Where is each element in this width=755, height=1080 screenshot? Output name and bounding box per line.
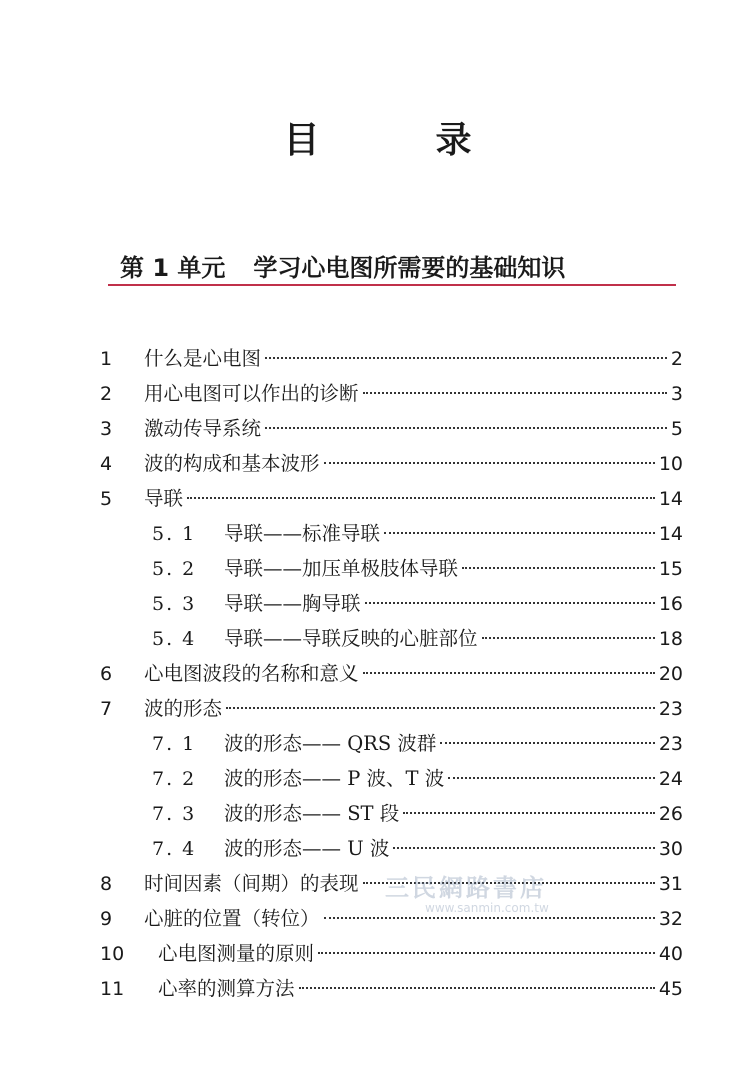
dot-leader — [384, 532, 655, 534]
toc-entry-title: 波的形态—— ST 段 — [224, 802, 400, 825]
dot-leader — [363, 392, 667, 394]
toc-entry-number: 7 — [100, 698, 113, 720]
toc-subentry[interactable] — [152, 798, 683, 828]
toc-entry-page: 14 — [658, 488, 683, 510]
toc-entry[interactable] — [100, 343, 683, 373]
dot-leader — [265, 357, 667, 359]
unit-name: 学习心电图所需要的基础知识 — [253, 254, 566, 282]
toc-entry-number: 7. 1 — [152, 733, 197, 755]
toc-entry-title: 导联——加压单极肢体导联 — [224, 557, 459, 580]
toc-entry-page: 5 — [670, 418, 683, 440]
toc-entry-number: 7. 3 — [152, 803, 197, 825]
toc-subentry[interactable] — [152, 728, 683, 758]
toc-entry-page: 20 — [658, 663, 683, 685]
toc-entry[interactable] — [100, 973, 683, 1003]
toc-entry[interactable] — [100, 378, 683, 408]
dot-leader — [365, 602, 655, 604]
dot-leader — [226, 707, 655, 709]
toc-entry-title: 波的形态—— P 波、T 波 — [224, 767, 445, 790]
dot-leader — [403, 812, 655, 814]
toc-entry-page: 3 — [670, 383, 683, 405]
toc-entry-number: 5. 4 — [152, 628, 197, 650]
toc-entry-number: 7. 4 — [152, 838, 197, 860]
toc-entry-title: 导联——胸导联 — [224, 592, 361, 615]
toc-entry[interactable] — [100, 413, 683, 443]
toc-entry-number: 4 — [100, 453, 113, 475]
toc-entry-number: 7. 2 — [152, 768, 197, 790]
toc-entry-page: 31 — [658, 873, 683, 895]
toc-subentry[interactable] — [152, 553, 683, 583]
unit-label: 第 1 单元 — [120, 254, 226, 282]
toc-entry-page: 45 — [658, 978, 683, 1000]
toc-entry-page: 14 — [658, 523, 683, 545]
toc-entry-title: 心电图波段的名称和意义 — [144, 662, 359, 685]
toc-entry-title: 激动传导系统 — [144, 417, 262, 440]
toc-entry-number: 1 — [100, 348, 113, 370]
toc-entry-number: 9 — [100, 908, 113, 930]
toc-entry-page: 24 — [658, 768, 683, 790]
toc-entry-number: 8 — [100, 873, 113, 895]
toc-entry-number: 5 — [100, 488, 113, 510]
toc-entry-page: 16 — [658, 593, 683, 615]
toc-entry-page: 26 — [658, 803, 683, 825]
dot-leader — [448, 777, 655, 779]
toc-subentry[interactable] — [152, 623, 683, 653]
toc-entry-title: 导联——标准导联 — [224, 522, 381, 545]
toc-subentry[interactable] — [152, 833, 683, 863]
watermark-text: 三民網路書店 — [385, 874, 547, 902]
toc-entry-title: 时间因素（间期）的表现 — [144, 872, 359, 895]
toc-entry-page: 32 — [658, 908, 683, 930]
dot-leader — [482, 637, 655, 639]
toc-entry-title: 导联——导联反映的心脏部位 — [224, 627, 478, 650]
toc-entry-page: 10 — [658, 453, 683, 475]
dot-leader — [440, 742, 654, 744]
toc-entry-page: 2 — [670, 348, 683, 370]
toc-entry-page: 15 — [658, 558, 683, 580]
toc-entry-number: 10 — [100, 943, 125, 965]
toc-entry-number: 5. 2 — [152, 558, 197, 580]
toc-entry-number: 2 — [100, 383, 113, 405]
dot-leader — [363, 672, 655, 674]
toc-entry-title: 心电图测量的原则 — [158, 942, 315, 965]
toc-subentry[interactable] — [152, 588, 683, 618]
toc-entry-title: 用心电图可以作出的诊断 — [144, 382, 359, 405]
toc-entry-title: 波的形态—— U 波 — [224, 837, 390, 860]
toc-entry-number: 6 — [100, 663, 113, 685]
toc-entry-number: 5. 3 — [152, 593, 197, 615]
toc-entry[interactable] — [100, 868, 683, 898]
toc-entry-title: 波的构成和基本波形 — [144, 452, 320, 475]
toc-entry[interactable] — [100, 658, 683, 688]
dot-leader — [318, 952, 655, 954]
dot-leader — [324, 462, 655, 464]
watermark-url: www.sanmin.com.tw — [425, 901, 549, 915]
toc-entry-page: 18 — [658, 628, 683, 650]
toc-entry[interactable] — [100, 938, 683, 968]
toc-entry-page: 23 — [658, 698, 683, 720]
toc-entry-page: 40 — [658, 943, 683, 965]
dot-leader — [324, 917, 655, 919]
toc-entry-title: 什么是心电图 — [144, 347, 262, 370]
toc-entry-title: 心脏的位置（转位） — [144, 907, 320, 930]
toc-entry-page: 23 — [658, 733, 683, 755]
toc-entry[interactable] — [100, 448, 683, 478]
dot-leader — [363, 882, 655, 884]
dot-leader — [393, 847, 654, 849]
toc-entry-number: 5. 1 — [152, 523, 197, 545]
toc-entry-title: 波的形态 — [144, 697, 223, 720]
toc-entry[interactable] — [100, 483, 683, 513]
dot-leader — [265, 427, 667, 429]
dot-leader — [299, 987, 655, 989]
toc-entry[interactable] — [100, 903, 683, 933]
toc-entry-number: 3 — [100, 418, 113, 440]
toc-entry-title: 波的形态—— QRS 波群 — [224, 732, 437, 755]
toc-entry-number: 11 — [100, 978, 125, 1000]
toc-subentry[interactable] — [152, 763, 683, 793]
toc-entry-title: 导联 — [144, 487, 184, 510]
toc-entry-title: 心率的测算方法 — [158, 977, 295, 1000]
toc-entry[interactable] — [100, 693, 683, 723]
dot-leader — [187, 497, 655, 499]
toc-subentry[interactable] — [152, 518, 683, 548]
page-title: 目 录 — [283, 120, 512, 161]
dot-leader — [462, 567, 655, 569]
toc-entry-page: 30 — [658, 838, 683, 860]
